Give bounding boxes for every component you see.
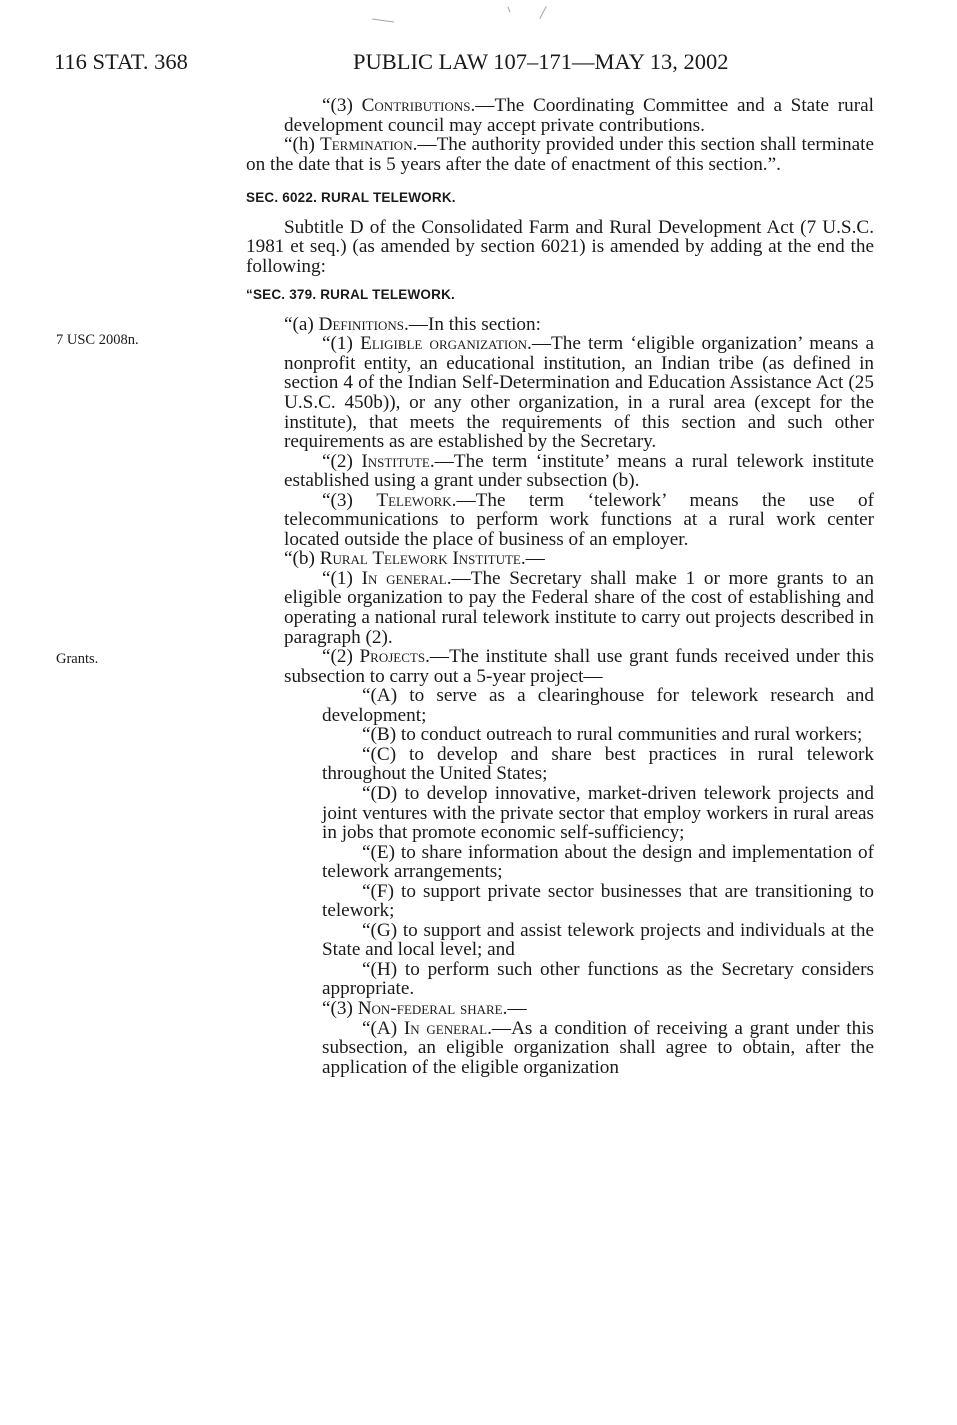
list-item: “(B) to conduct outreach to rural communities and rural workers; [362,724,863,746]
body-text [0,96,957,1077]
scan-artifact [508,7,511,13]
paragraph-institute: “(2) Institute.—The term ‘institute’ means a rural telework institute established using a grant under subsection (b). [284,450,874,492]
paragraph-non-federal-share: “(3) Non-federal share.— [322,997,527,1019]
paragraph-eligible-organization: “(1) Eligible organization.—The term ‘eligible organization’ means a nonprofit entity, an educational institution, an Indian tribe (as defined in section 4 of the Indian Self-Determination and Education Assistance Act (25 U.S.C. 450b)), or any other organization, in a rural area (except for the institute), that meets the requirements of this section and such other requirements as are established by the Secretary. [284,333,875,453]
section-6022-heading: SEC. 6022. RURAL TELEWORK. [246,190,456,206]
paragraph-projects: “(2) Projects.—The institute shall use grant funds received under this subsection to carry out a 5-year project— [284,646,874,687]
paragraph-contributions: “(3) Contributions.—The Coordinating Committee and a State rural development council may accept private contributions. [284,95,874,136]
paragraph-rural-telework-institute: “(b) Rural Telework Institute.— [284,548,545,570]
list-item: “(A) to serve as a clearinghouse for telework research and development; [322,685,874,726]
list-item: “(H) to perform such other functions as the Secretary considers appropriate. [322,958,874,1000]
list-item: “(C) to develop and share best practices in rural telework throughout the United States; [322,743,874,785]
page-header [0,49,957,79]
paragraph-termination: “(h) Termination.—The authority provided under this section shall terminate on the date that is 5 years after the date of enactment of this section.”. [246,134,874,175]
law-title: PUBLIC LAW 107–171—MAY 13, 2002 [353,49,729,74]
list-item: “(E) to share information about the design and implementation of telework arrangements; [322,841,874,883]
paragraph-telework: “(3) Telework.—The term ‘telework’ means the use of telecommunications to perform work functions at a rural work center located outside the place of business of an employer. [284,489,874,550]
stat-citation: 116 STAT. 368 [54,49,188,74]
list-item: “(D) to develop innovative, market-driven telework projects and joint ventures with the private sector that employ workers in rural areas in jobs that promote economic self-sufficiency; [322,782,874,844]
paragraph-amendment-intro: Subtitle D of the Consolidated Farm and Rural Development Act (7 U.S.C. 1981 et seq.) (as amended by section 6021) is amended by adding at the end the following: [246,216,874,277]
paragraph-in-general: “(1) In general.—The Secretary shall make 1 or more grants to an eligible organization to pay the Federal share of the cost of establishing and operating a national rural telework institute to carry out projects described in paragraph (2). [284,567,874,648]
scan-artifact [372,18,394,22]
list-item: “(G) to support and assist telework projects and individuals at the State and local level; and [322,919,874,961]
margin-note-grants: Grants. [56,651,99,667]
paragraph-non-federal-in-general: “(A) In general.—As a condition of receiving a grant under this subsection, an eligible organization shall agree to obtain, after the application of the eligible organization [322,1017,874,1078]
section-379-heading: “SEC. 379. RURAL TELEWORK. [246,287,455,303]
margin-note-usc: 7 USC 2008n. [56,332,139,348]
paragraph-definitions: “(a) Definitions.—In this section: [284,313,541,335]
scan-artifact [539,6,546,19]
list-item: “(F) to support private sector businesses that are transitioning to telework; [322,880,874,922]
